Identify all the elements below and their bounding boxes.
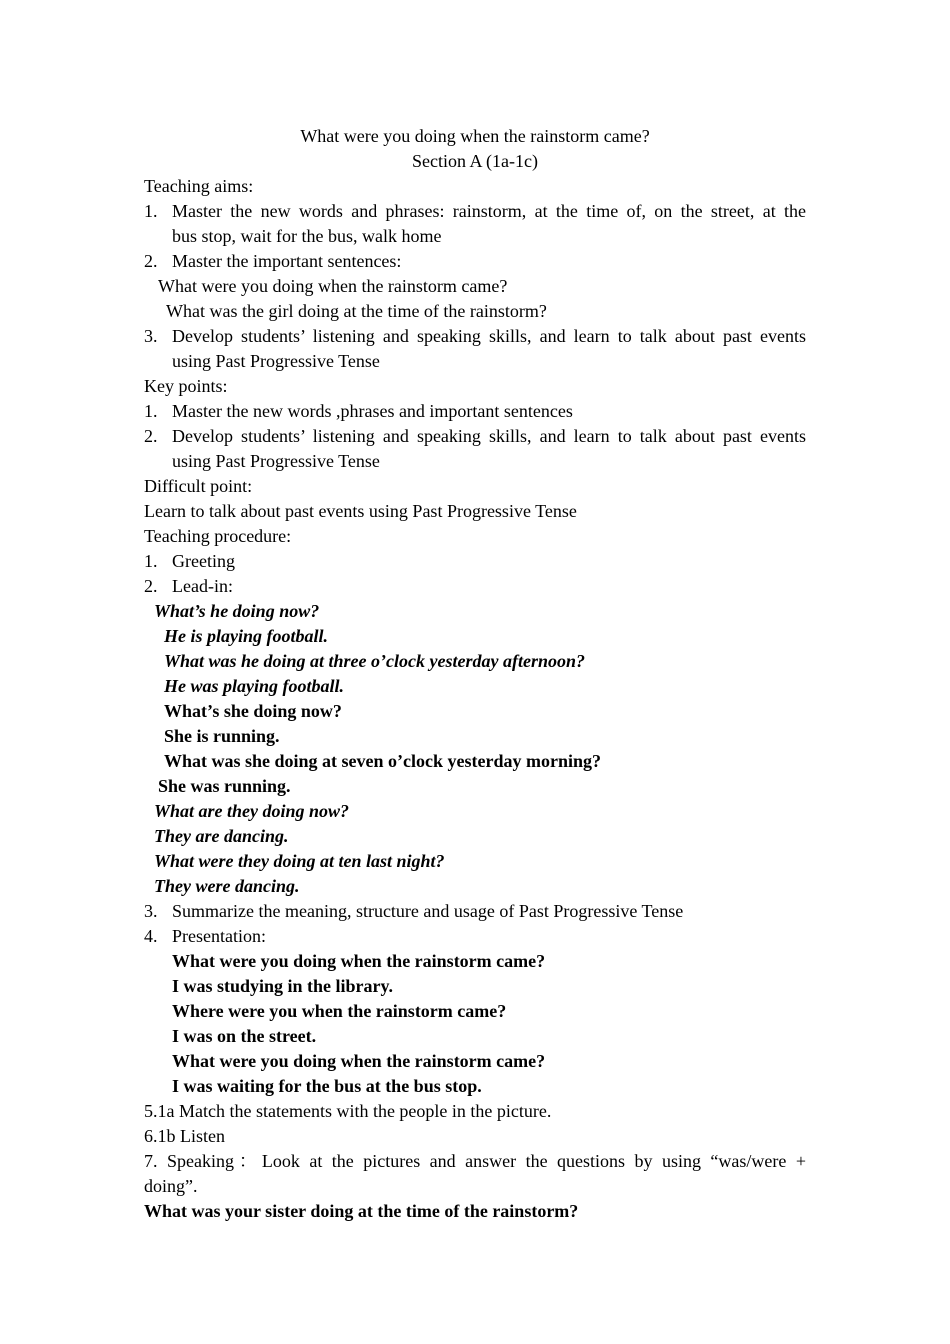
procedure-step-2	[144, 574, 806, 599]
key-point-1	[144, 399, 806, 424]
procedure-step-7: 7. Speaking：Look at the pictures and answer the questions by using “was/were +	[144, 1151, 806, 1171]
leadin-line: What’s he doing now?	[154, 601, 320, 621]
aim-item-1-continued: bus stop, wait for the bus, walk home	[172, 226, 442, 246]
document-title: What were you doing when the rainstorm came?	[300, 126, 650, 146]
key-points-heading: Key points:	[144, 376, 228, 396]
list-text: Master the new words ,phrases and important sentences	[172, 401, 573, 421]
list-text: Master the important sentences:	[172, 251, 402, 271]
list-text: Develop students’ listening and speaking skills, and learn to talk about past events	[172, 426, 806, 446]
presentation-line: I was waiting for the bus at the bus stop.	[172, 1076, 482, 1096]
list-number: 1.	[144, 201, 158, 221]
leadin-line: What was she doing at seven o’clock yesterday morning?	[164, 751, 601, 771]
leadin-line: He was playing football.	[164, 676, 344, 696]
leadin-line: What was he doing at three o’clock yesterday afternoon?	[164, 651, 585, 671]
list-number: 2.	[144, 576, 158, 596]
key-point-2-continued: using Past Progressive Tense	[172, 451, 380, 471]
procedure-step-7-continued: doing”.	[144, 1176, 198, 1196]
key-point-2	[144, 424, 806, 449]
leadin-line: What were they doing at ten last night?	[154, 851, 445, 871]
list-text: Presentation:	[172, 926, 266, 946]
list-number: 1.	[144, 401, 158, 421]
important-sentence-1: What were you doing when the rainstorm came?	[158, 276, 508, 296]
presentation-line: I was on the street.	[172, 1026, 317, 1046]
presentation-line: What were you doing when the rainstorm came?	[172, 951, 546, 971]
leadin-line: She was running.	[158, 776, 291, 796]
document-subtitle: Section A (1a-1c)	[412, 151, 538, 171]
leadin-line: They are dancing.	[154, 826, 289, 846]
document-page	[0, 124, 950, 1224]
list-text: Develop students’ listening and speaking skills, and learn to talk about past events	[172, 326, 806, 346]
list-number: 2.	[144, 426, 158, 446]
list-text: Summarize the meaning, structure and usage of Past Progressive Tense	[172, 901, 684, 921]
aim-item-2	[144, 249, 806, 274]
procedure-step-3	[144, 899, 806, 924]
procedure-step-5: 5.1a Match the statements with the people in the picture.	[144, 1101, 552, 1121]
procedure-step-6: 6.1b Listen	[144, 1126, 225, 1146]
aim-item-3	[144, 324, 806, 349]
final-question: What was your sister doing at the time of the rainstorm?	[144, 1201, 579, 1221]
leadin-line: What are they doing now?	[154, 801, 350, 821]
difficult-point-heading: Difficult point:	[144, 476, 253, 496]
procedure-step-4	[144, 924, 806, 949]
list-number: 3.	[144, 326, 158, 346]
leadin-line: They were dancing.	[154, 876, 300, 896]
list-text: Greeting	[172, 551, 235, 571]
aim-item-1	[144, 199, 806, 224]
procedure-heading: Teaching procedure:	[144, 526, 292, 546]
presentation-line: I was studying in the library.	[172, 976, 394, 996]
list-number: 3.	[144, 901, 158, 921]
aim-item-3-continued: using Past Progressive Tense	[172, 351, 380, 371]
leadin-line: He is playing football.	[164, 626, 328, 646]
teaching-aims-heading: Teaching aims:	[144, 176, 254, 196]
leadin-line: She is running.	[164, 726, 280, 746]
list-number: 2.	[144, 251, 158, 271]
procedure-step-1	[144, 549, 806, 574]
leadin-line: What’s she doing now?	[164, 701, 342, 721]
list-number: 1.	[144, 551, 158, 571]
important-sentence-2: What was the girl doing at the time of the rainstorm?	[166, 301, 547, 321]
presentation-line: What were you doing when the rainstorm came?	[172, 1051, 546, 1071]
list-number: 4.	[144, 926, 158, 946]
presentation-line: Where were you when the rainstorm came?	[172, 1001, 507, 1021]
list-text: Master the new words and phrases: rainstorm, at the time of, on the street, at the	[172, 201, 806, 221]
list-text: Lead-in:	[172, 576, 233, 596]
difficult-point-text: Learn to talk about past events using Past Progressive Tense	[144, 501, 577, 521]
